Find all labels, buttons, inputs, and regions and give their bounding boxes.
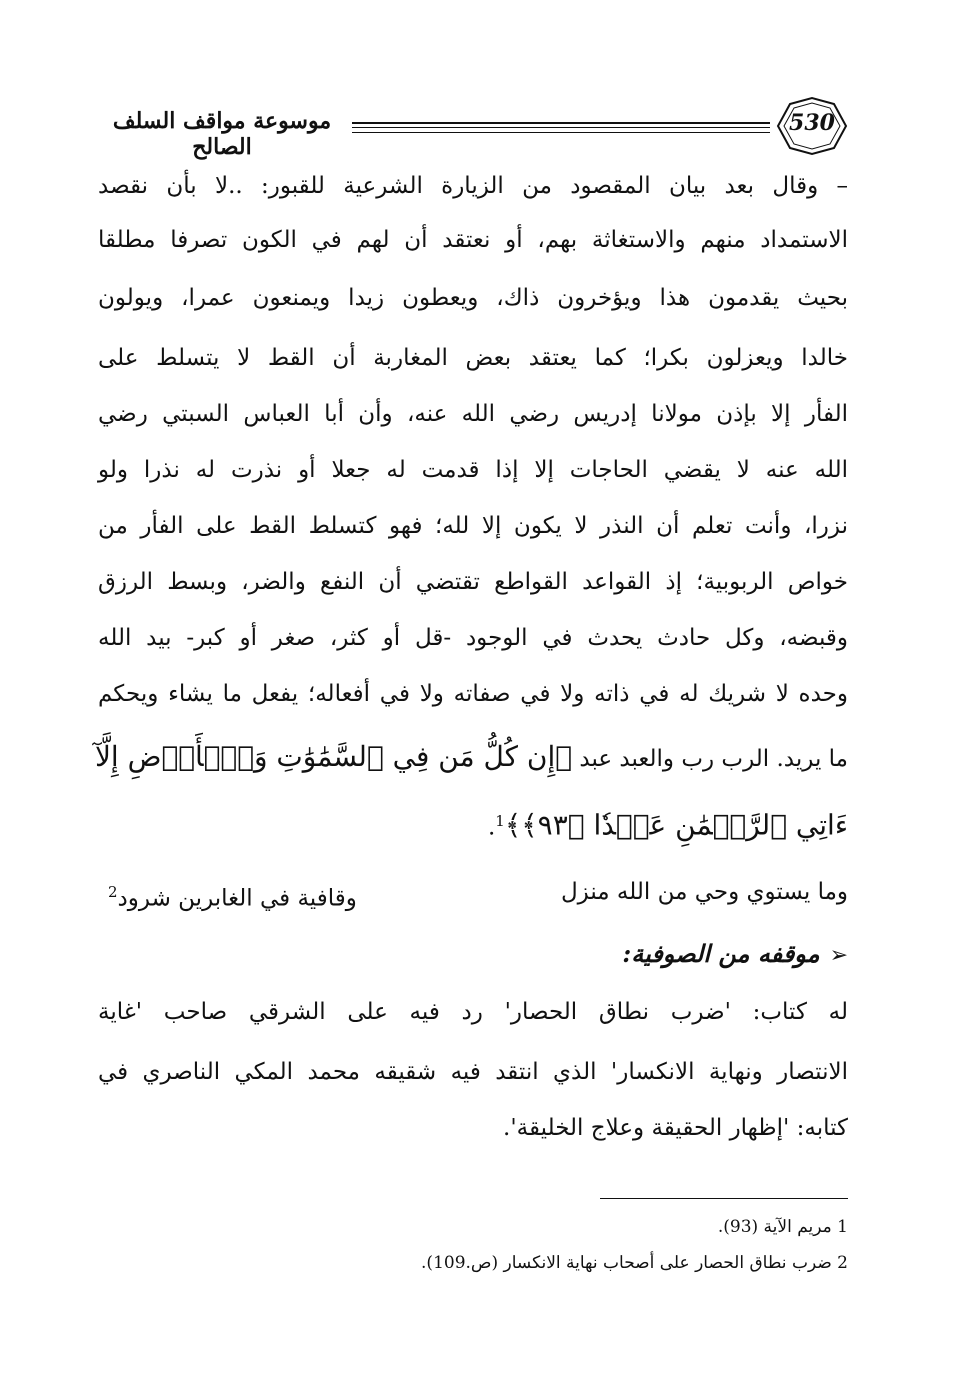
text-line: – وقال بعد بيان المقصود من الزيارة الشرعية للقبور: ..لا بأن نقصد [98,173,848,199]
poem-text: وقافية في الغابرين شرود [117,885,357,912]
text-line: له كتاب: 'ضرب نطاق الحصار' رد فيه على الشرقي صاحب 'غاية [98,999,848,1025]
footnote [98,1214,848,1240]
quran-verse: ﴿إِن كُلُّ مَن فِي ٱلسَّمَٰوَٰتِ وَٱلۡأَرۡضِ إِلَّآ [94,740,573,773]
footnote-text: مريم الآية (93). [717,1217,832,1237]
footnote-divider [600,1198,848,1199]
footnote-marker: 1 [495,812,505,830]
text-line: الفأر إلا بإذن مولانا إدريس رضي الله عنه، وأن أبا العباس السبتي رضي [98,401,848,427]
quran-verse: ءَاتِي ٱلرَّحۡمَٰنِ عَبۡدٗا ﴿٩٣﴾﴾ [504,808,848,842]
footnote-number: 2 [837,1253,848,1273]
text-line: خواص الربوبية؛ إذ القواعد القواطع تقتضي أن النفع والضر، وبسط الرزق [98,569,848,595]
header-rule [352,132,770,133]
text-line: نزرا، وأنت تعلم أن النذر لا يكون إلا لله؛ فهو كتسلط القط على الفأر من [98,513,848,539]
footnote [98,1250,848,1276]
page-number: 530 [789,110,835,136]
page-number-badge [776,96,848,156]
text-line: خالدا ويعزلون بكرا؛ كما يعتقد بعض المغاربة أن القط لا يتسلط على [98,345,848,371]
footnote-number: 1 [837,1217,848,1237]
arrow-icon: ➢ [829,943,848,968]
text-span: ما يريد. الرب رب والعبد عبد [579,746,848,772]
series-title: موسوعة مواقف السلف الصالح [112,108,332,160]
text-line: الانتصار ونهاية الانكسار' الذي انتقد فيه شقيقه محمد المكي الناصري في [98,1059,848,1085]
poem-hemistich: وما يستوي وحي من الله منزل [560,879,848,905]
section-heading-line [98,934,848,974]
quran-line [94,732,848,782]
footnote-text: ضرب نطاق الحصار على أصحاب نهاية الانكسار (ص.109). [421,1253,832,1273]
header-rule [352,122,770,124]
text-line: الله عنه لا يقضي الحاجات إلا إذا قدمت له جعلا أو نذرت له نذرا ولو [98,457,848,483]
quran-line: ءَاتِي ٱلرَّحۡمَٰنِ عَبۡدٗا ﴿٩٣﴾﴾$^1$. [487,808,848,842]
poem-hemistich [108,872,357,919]
poem-verse [98,872,848,912]
section-heading: موقفه من الصوفية: [622,939,820,968]
text-line: وحده لا شريك له في ذاته ولا في صفاته ولا في أفعاله؛ يفعل ما يشاء ويحكم [98,681,848,707]
text-line: الاستمداد منهم والاستغاثة بهم، أو نعتقد أن لهم في الكون تصرفا مطلقا [98,227,848,253]
page-header [98,96,848,160]
footnote-marker: 2 [108,883,118,901]
text-line: كتابه: 'إظهار الحقيقة وعلاج الخليقة'. [503,1115,848,1141]
header-rule [352,127,770,128]
text-line: وقبضه، وكل حادث يحدث في الوجود -قل أو كثر، صغر أو كبر- بيد الله [98,625,848,651]
text-line: بحيث يقدمون هذا ويؤخرون ذاك، ويعطون زيدا ويمنعون عمرا، ويولون [98,285,848,311]
